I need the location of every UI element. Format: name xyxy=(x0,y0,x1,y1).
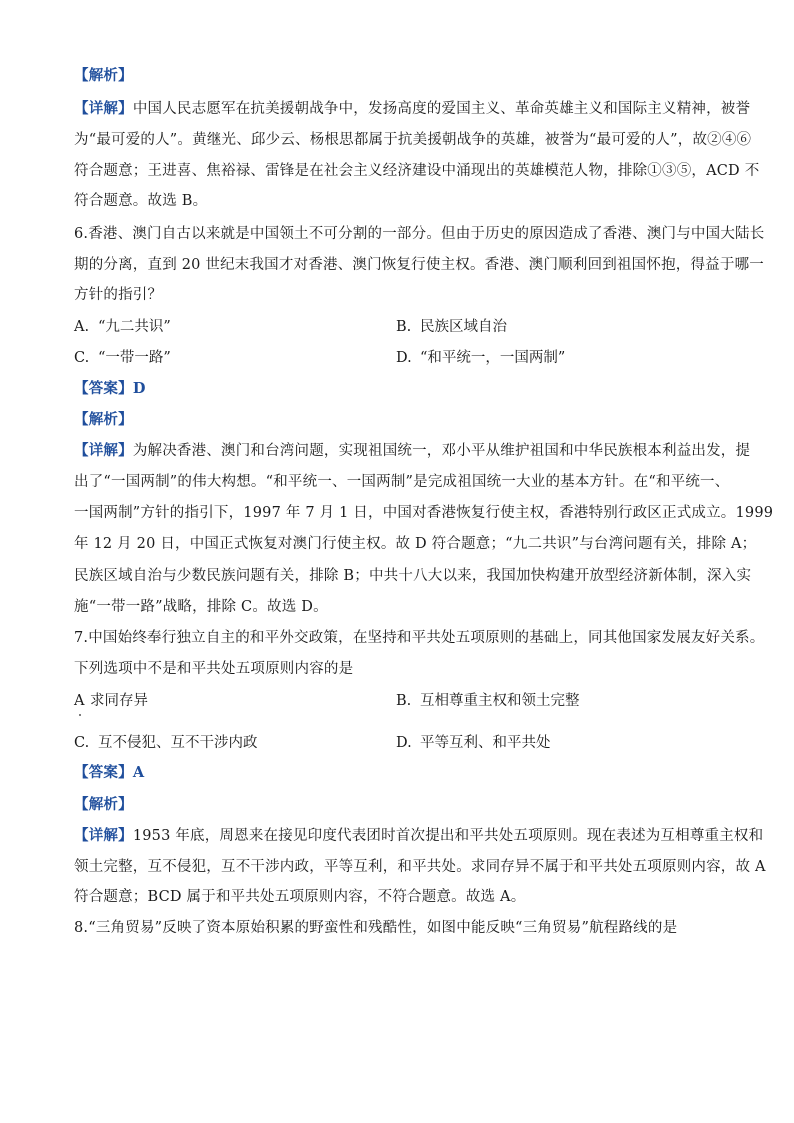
answer-tag: 【答案】 xyxy=(74,764,133,781)
q6-detail-line-3: 一国两制”方针的指引下，1997 年 7 月 1 日，中国对香港恢复行使主权，香港特别行政区正式成立。1999 xyxy=(74,505,774,521)
detail-tag: 【详解】 xyxy=(74,442,133,459)
q6-analysis-heading xyxy=(74,410,724,430)
q6-option-c: C. “一带一路” xyxy=(74,350,171,366)
q5-detail-line-4: 符合题意。故选 B。 xyxy=(74,193,208,209)
q7-option-b: B. 互相尊重主权和领土完整 xyxy=(396,693,580,709)
q5-detail-text: 中国人民志愿军在抗美援朝战争中，发扬高度的爱国主义、革命英雄主义和国际主义精神，被誉 xyxy=(132,101,751,117)
q6-detail-line-4: 年 12 月 20 日，中国正式恢复对澳门行使主权。故 D 符合题意；“九二共识”与台湾问题有关，排除 A； xyxy=(74,536,757,552)
q7-stem-line-1: 7.中国始终奉行独立自主的和平外交政策，在坚持和平共处五项原则的基础上，同其他国家发展友好关系。 xyxy=(74,630,765,646)
q7-detail-line-1: 【详解】1953 年底，周恩来在接见印度代表团时首次提出和平共处五项原则。现在表述为互相尊重主权和 xyxy=(74,827,764,844)
q7-option-c: C. 互不侵犯、互不干涉内政 xyxy=(74,735,258,751)
q5-detail-line-3: 符合题意；王进喜、焦裕禄、雷锋是在社会主义经济建设中涌现出的英雄模范人物，排除①③⑤，ACD 不 xyxy=(74,163,760,179)
analysis-tag: 【解析】 xyxy=(74,67,133,84)
q7-option-a: A 求同存异 xyxy=(74,693,148,709)
q5-analysis-heading xyxy=(74,66,724,86)
q6-stem-line-3: 方针的指引？ xyxy=(74,287,163,303)
q7-analysis-heading xyxy=(74,795,724,815)
detail-tag: 【详解】 xyxy=(74,100,133,117)
q7-detail-line-2: 领土完整，互不侵犯，互不干涉内政，平等互利，和平共处。求同存异不属于和平共处五项原则内容，故 A xyxy=(74,859,766,875)
q7-answer xyxy=(74,763,724,783)
analysis-tag: 【解析】 xyxy=(74,796,133,813)
stray-mark xyxy=(79,714,81,716)
q6-detail-line-5: 民族区域自治与少数民族问题有关，排除 B；中共十八大以来，我国加快构建开放型经济新体制，深入实 xyxy=(74,568,752,584)
q6-detail-line-6: 施“一带一路”战略，排除 C。故选 D。 xyxy=(74,599,328,615)
analysis-tag: 【解析】 xyxy=(74,411,133,428)
q5-detail-line-2: 为“最可爱的人”。黄继光、邱少云、杨根思都属于抗美援朝战争的英雄，被誉为“最可爱的人”，故②④⑥ xyxy=(74,132,752,148)
detail-tag: 【详解】 xyxy=(74,827,133,844)
q6-option-d: D. “和平统一，一国两制” xyxy=(396,350,566,366)
q6-detail-line-2: 出了“一国两制”的伟大构想。“和平统一、一国两制”是完成祖国统一大业的基本方针。在“和平统一、 xyxy=(74,474,730,490)
q6-stem-line-1: 6.香港、澳门自古以来就是中国领土不可分割的一部分。但由于历史的原因造成了香港、澳门与中国大陆长 xyxy=(74,226,765,242)
q6-detail-line-1: 【详解】为解决香港、澳门和台湾问题，实现祖国统一，邓小平从维护祖国和中华民族根本利益出发，提 xyxy=(74,442,751,459)
q7-detail-line-3: 符合题意；BCD 属于和平共处五项原则内容，不符合题意。故选 A。 xyxy=(74,889,526,905)
q8-stem-line-1: 8.“三角贸易”反映了资本原始积累的野蛮性和残酷性，如图中能反映“三角贸易”航程路线的是 xyxy=(74,920,678,936)
q6-stem-line-2: 期的分离，直到 20 世纪末我国才对香港、澳门恢复行使主权。香港、澳门顺利回到祖国怀抱，得益于哪一 xyxy=(74,257,764,273)
q6-answer xyxy=(74,379,724,399)
q7-stem-line-2: 下列选项中不是和平共处五项原则内容的是 xyxy=(74,661,354,677)
q6-option-a: A. “九二共识” xyxy=(74,319,171,335)
q7-option-d: D. 平等互利、和平共处 xyxy=(396,735,551,751)
answer-value: D xyxy=(132,380,146,397)
answer-tag: 【答案】 xyxy=(74,380,133,397)
answer-value: A xyxy=(132,764,145,781)
q6-option-b: B. 民族区域自治 xyxy=(396,319,507,335)
q5-detail-line-1 xyxy=(74,99,751,119)
